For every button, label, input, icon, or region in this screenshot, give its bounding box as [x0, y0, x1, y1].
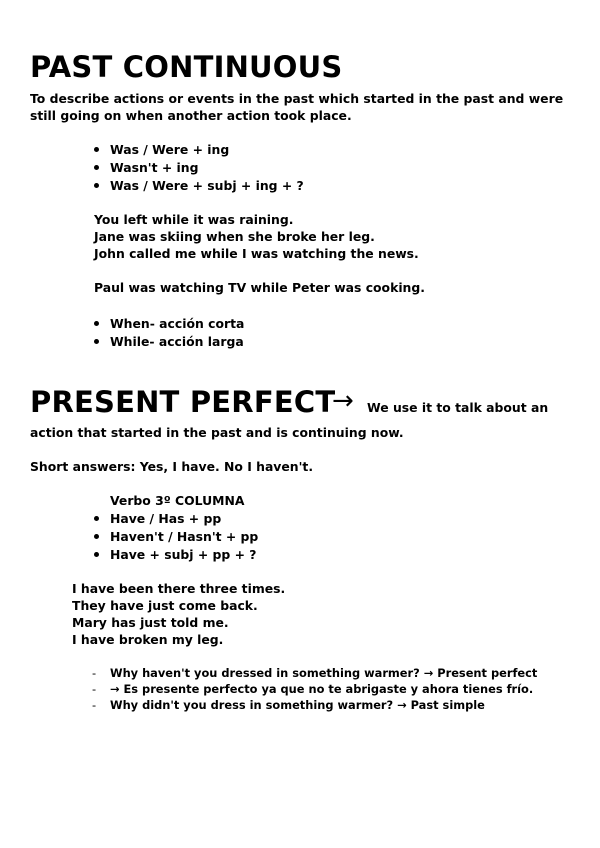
past-continuous-definition-line-1: To describe actions or events in the past which started in the past and were — [30, 91, 564, 106]
present-perfect-note-3: - Why didn't you dress in something warmer? → Past simple — [110, 697, 485, 713]
present-perfect-structure-affirmative: Have / Has + pp — [110, 511, 222, 526]
past-continuous-example-2: Jane was skiing when she broke her leg. — [94, 229, 375, 244]
past-continuous-definition-line-2: still going on when another action took place. — [30, 108, 352, 123]
past-continuous-structure-question: Was / Were + subj + ing + ? — [110, 178, 304, 193]
present-perfect-intro-inline: We use it to talk about an — [367, 400, 549, 415]
present-perfect-example-4: I have broken my leg. — [72, 632, 224, 647]
past-continuous-note-while: While- acción larga — [110, 334, 244, 349]
past-continuous-structure-affirmative: Was / Were + ing — [110, 142, 230, 157]
present-perfect-title: PRESENT PERFECT — [30, 385, 336, 419]
present-perfect-note-2: - → Es presente perfecto ya que no te abrigaste y ahora tienes frío. — [110, 681, 533, 697]
past-continuous-structure-negative: Wasn't + ing — [110, 160, 199, 175]
right-arrow-icon: → — [332, 386, 354, 416]
past-continuous-example-3: John called me while I was watching the news. — [94, 246, 419, 261]
present-perfect-short-answers: Short answers: Yes, I have. No I haven't. — [30, 459, 314, 474]
present-perfect-example-3: Mary has just told me. — [72, 615, 229, 630]
present-perfect-structure-negative: Haven't / Hasn't + pp — [110, 529, 259, 544]
present-perfect-note-1: - Why haven't you dressed in something warmer? → Present perfect — [110, 665, 537, 681]
past-continuous-example-extra: Paul was watching TV while Peter was cooking. — [94, 280, 425, 295]
present-perfect-structure-question: Have + subj + pp + ? — [110, 547, 257, 562]
present-perfect-example-2: They have just come back. — [72, 598, 258, 613]
present-perfect-intro-line-2: action that started in the past and is continuing now. — [30, 425, 404, 440]
present-perfect-example-1: I have been there three times. — [72, 581, 286, 596]
past-continuous-title: PAST CONTINUOUS — [30, 50, 343, 84]
present-perfect-verb-label: Verbo 3º COLUMNA — [110, 493, 245, 508]
past-continuous-note-when: When- acción corta — [110, 316, 245, 331]
past-continuous-example-1: You left while it was raining. — [94, 212, 294, 227]
